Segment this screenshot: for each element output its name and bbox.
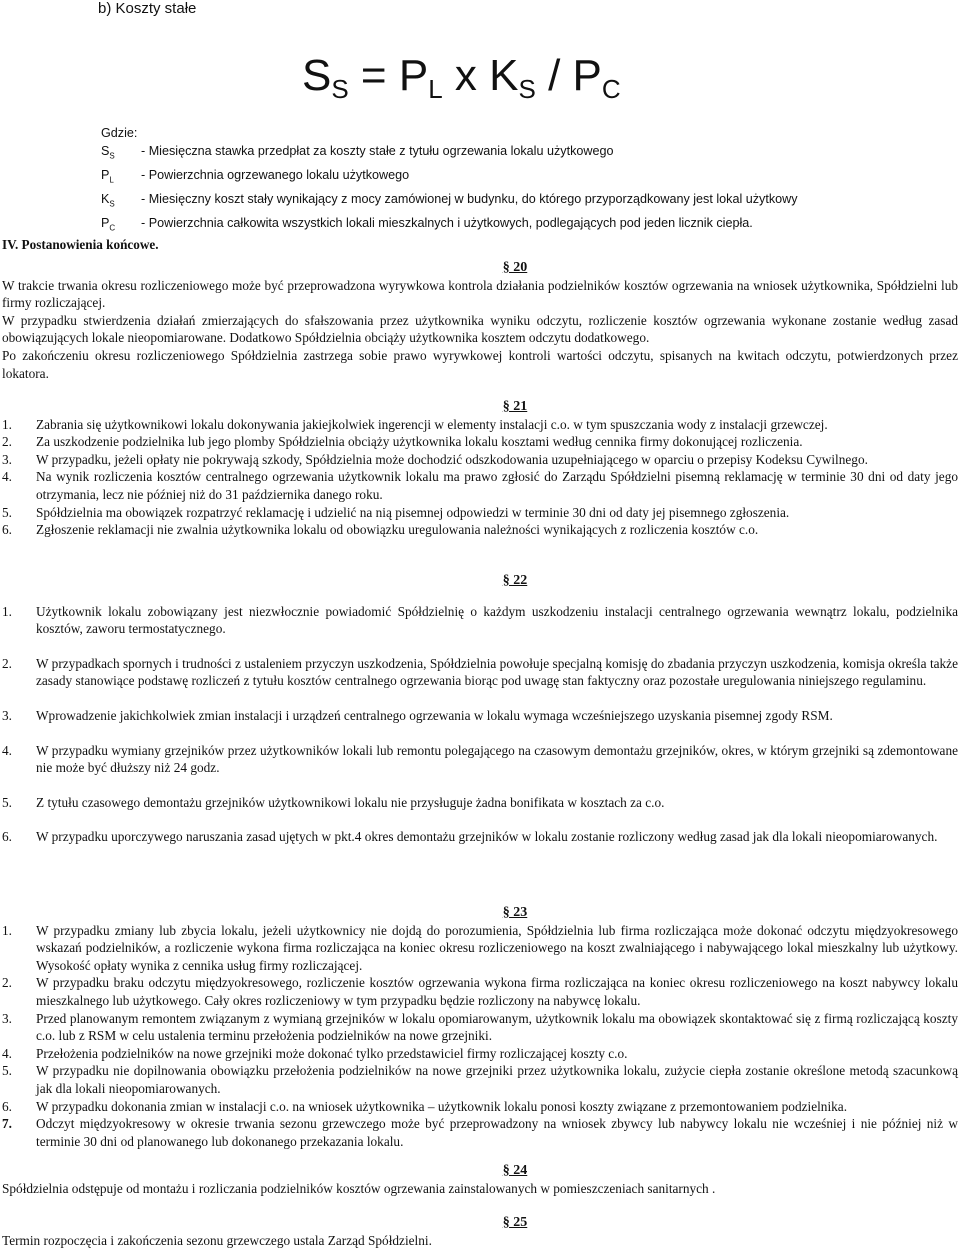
paragraph-20 xyxy=(2,259,958,382)
list-item: 5. Z tytułu czasowego demontażu grzejników użytkownikowi lokalu nie przysługuje żadna bonifikata w kosztach za c.o. xyxy=(2,794,665,810)
list-item: 2. Za uszkodzenie podzielnika lub jego plomby Spółdzielnia obciąży użytkownika lokalu kosztami według cennika firmy dokonującej rozliczenia. xyxy=(2,434,803,450)
list-item: 5. W przypadku nie dopilnowania obowiązku przełożenia podzielników na nowe grzejniki przez użytkownika lokalu, zużycie ciepła zostanie określone metodą szacunkową jak dla lokali nieopomiarowanych. xyxy=(2,1063,958,1096)
legend-symbol: $P_L$ xyxy=(101,168,114,185)
legend-symbol: $P_C$ xyxy=(101,216,116,233)
list-item: 3. W przypadku, jeżeli opłaty nie pokrywają szkody, Spółdzielnia może dochodzić odszkodowania uzupełniającego w oparciu o przepisy Kodeksu Cywilnego. xyxy=(2,451,868,467)
formula-k-sub: S xyxy=(518,74,536,104)
list-item: 4. Na wynik rozliczenia kosztów centralnego ogrzewania użytkownik lokalu ma prawo zgłosić do Zarządu Spółdzielni pisemną reklamację w terminie 30 dni od daty jego otrzymania, lecz nie później niż do 31 października danego roku. xyxy=(2,469,958,502)
section-number: § 24 xyxy=(502,1163,528,1178)
formula-lhs-sub: S xyxy=(331,74,349,104)
list-item: 4. W przypadku wymiany grzejników przez użytkowników lokali lub remontu polegającego na czasowym demontażu grzejników, okres, w którym grzejniki są zdemontowane nie może być dłuższy niż 24 godz. xyxy=(2,742,958,776)
legend-symbol: $K_S$ xyxy=(101,192,115,209)
formula-p1-sub: L xyxy=(428,74,443,104)
section-number: § 22 xyxy=(502,573,528,588)
legend-row xyxy=(101,142,798,166)
legend-row xyxy=(101,214,798,238)
formula-p2-sub: C xyxy=(601,74,621,104)
list-item: 2. W przypadku braku odczytu międzyokresowego, rozliczenie kosztów ogrzewania wykona firma rozliczająca na koniec okresu rozliczeniowego na koszt nabywcy lokalu mieszkalnego lub użytkowego. Cały okres rozliczeniowy w tym przypadku będzie rozliczony na nabywcę lokalu. xyxy=(2,975,958,1008)
section-number: § 21 xyxy=(502,399,528,414)
formula-k: K xyxy=(489,51,519,100)
formula-times: x xyxy=(442,51,490,100)
paragraph-22 xyxy=(2,572,958,846)
paragraph-text: Spółdzielnia odstępuje od montażu i rozliczania podzielników kosztów ogrzewania zainstalowanych w pomieszczeniach sanitarnych . xyxy=(2,1180,716,1196)
legend-text: - Miesięczny koszt stały wynikający z mocy zamówionej w budynku, do którego przyporządkowany jest lokal użytkowy xyxy=(141,192,798,207)
paragraph-text: Po zakończeniu okresu rozliczeniowego Spółdzielnia zastrzega sobie prawo wyrywkowej kontroli wartości odczytu, spisanych na kwitach odczytu, potwierdzonych przez lokatora. xyxy=(2,347,958,381)
list-item: 3. Przed planowanym remontem związanym z wymianą grzejników w lokalu opomiarowanym, użytkownik lokalu ma obowiązek skontaktować się z firmą rozliczającą koszty c.o. lub z RSM w celu ustalenia terminu przełożenia podzielników na nowe grzejniki. xyxy=(2,1010,958,1044)
paragraph-text: W przypadku stwierdzenia działań zmierzających do sfałszowania przez użytkownika wyniku odczytu, rozliczenie kosztów ogrzewania wykonane zostanie według zasad obowiązujących lokale nieopomiarowane. Dodatkowo Spółdzielnia obciąży użytkownika kosztem odczytu dodatkowego. xyxy=(2,312,958,346)
paragraph-21 xyxy=(2,398,958,539)
section-number: § 20 xyxy=(502,260,528,275)
legend-text: - Miesięczna stawka przedpłat za koszty stałe z tytułu ogrzewania lokalu użytkowego xyxy=(141,144,614,159)
paragraph-23 xyxy=(2,904,958,1150)
section-number: § 25 xyxy=(502,1215,528,1230)
list-item: 1. W przypadku zmiany lub zbycia lokalu, jeżeli użytkownicy nie dojdą do porozumienia, Spółdzielnia lub firma rozliczająca może dokonać odczytu międzyokresowego wskazań podzielników, a rozliczenie wykona firma rozliczająca na koniec okresu rozliczeniowego na koszt zwalniającego i nabywającego lokal mieszkalny lub użytkowy. Wysokość opłaty wynika z cennika usług firmy rozliczającej. xyxy=(2,922,958,973)
formula-eq: = xyxy=(348,51,399,100)
list-item: 2. W przypadkach spornych i trudności z ustaleniem przyczyn uszkodzenia, Spółdzielnia powołuje specjalną komisję do zbadania przyczyn uszkodzenia, komisja określa także zasady stanowiące podstawę rozliczeń z tytułu kosztów centralnego ogrzewania biorąc pod uwagę stan faktyczny oraz pozostałe uregulowania niniejszego regulaminu. xyxy=(2,655,958,689)
list-item: 4. Przełożenia podzielników na nowe grzejniki może dokonać tylko przedstawiciel firmy rozliczającej koszty c.o. xyxy=(2,1045,628,1061)
legend-row xyxy=(101,166,798,190)
list-item: 6. W przypadku dokonania zmian w instalacji c.o. na wniosek użytkownika – użytkownik lokalu ponosi koszty związane z przemontowaniem podzielnika. xyxy=(2,1098,848,1114)
legend-row xyxy=(101,190,798,214)
legend-intro: Gdzie: xyxy=(101,126,138,140)
paragraph-24 xyxy=(2,1162,958,1197)
legend-symbol: $S_S$ xyxy=(101,144,115,161)
formula-lhs: S xyxy=(302,51,332,100)
formula-p1: P xyxy=(398,51,429,100)
legend-text: - Powierzchnia całkowita wszystkich lokali mieszkalnych i użytkowych, podlegających pod jeden licznik ciepła. xyxy=(141,216,753,231)
list-item: 1. Użytkownik lokalu zobowiązany jest niezwłocznie powiadomić Spółdzielnię o każdym uszkodzeniu instalacji centralnego ogrzewania wewnątrz lokalu, podzielnika kosztów, zaworu termostatycznego. xyxy=(2,603,958,637)
formula-div: / xyxy=(535,51,573,100)
list-item: 5. Spółdzielnia ma obowiązek rozpatrzyć reklamację i udzielić na nią pisemnej odpowiedzi w terminie 30 dni od daty jej pisemnego zgłoszenia. xyxy=(2,504,790,520)
paragraph-25 xyxy=(2,1214,958,1249)
formula-legend xyxy=(101,124,798,238)
list-item: 7. Odczyt międzyokresowy w okresie trwania sezonu grzewczego może być przeprowadzony na wniosek zbywcy lub nabywcy lokalu nie wcześniej i nie później niż w terminie 30 dni od planowanego lub dokonanego przekazania lokalu. xyxy=(2,1116,958,1149)
section-heading-iv: IV. Postanowienia końcowe. xyxy=(2,237,159,252)
formula xyxy=(302,50,621,115)
list-item: 3. Wprowadzenie jakichkolwiek zmian instalacji i urządzeń centralnego ogrzewania w lokalu wymaga wcześniejszego uzyskania pisemnej zgody RSM. xyxy=(2,707,833,723)
list-item: 6. Zgłoszenie reklamacji nie zwalnia użytkownika lokalu od obowiązku uregulowania należności wynikających z rozliczenia kosztów c.o. xyxy=(2,522,759,538)
list-item: 6. W przypadku uporczywego naruszania zasad ujętych w pkt.4 okres demontażu grzejników w lokalu zostanie rozliczony według zasad jak dla lokali nieopomiarowanych. xyxy=(2,829,938,845)
section-heading-b: b) Koszty stałe xyxy=(98,0,197,17)
legend-text: - Powierzchnia ogrzewanego lokalu użytkowego xyxy=(141,168,410,183)
paragraph-text: W trakcie trwania okresu rozliczeniowego może być przeprowadzona wyrywkowa kontrola działania podzielników kosztów ogrzewania na wniosek użytkownika, Spółdzielni lub firmy rozliczającej. xyxy=(2,277,958,311)
paragraph-text: Termin rozpoczęcia i zakończenia sezonu grzewczego ustala Zarząd Spółdzielni. xyxy=(2,1232,432,1248)
formula-p2: P xyxy=(572,51,602,100)
section-number: § 23 xyxy=(502,905,528,920)
list-item: 1. Zabrania się użytkownikowi lokalu dokonywania jakiejkolwiek ingerencji w elementy instalacji c.o. w tym spuszczania wody z instalacji grzewczej. xyxy=(2,416,828,432)
